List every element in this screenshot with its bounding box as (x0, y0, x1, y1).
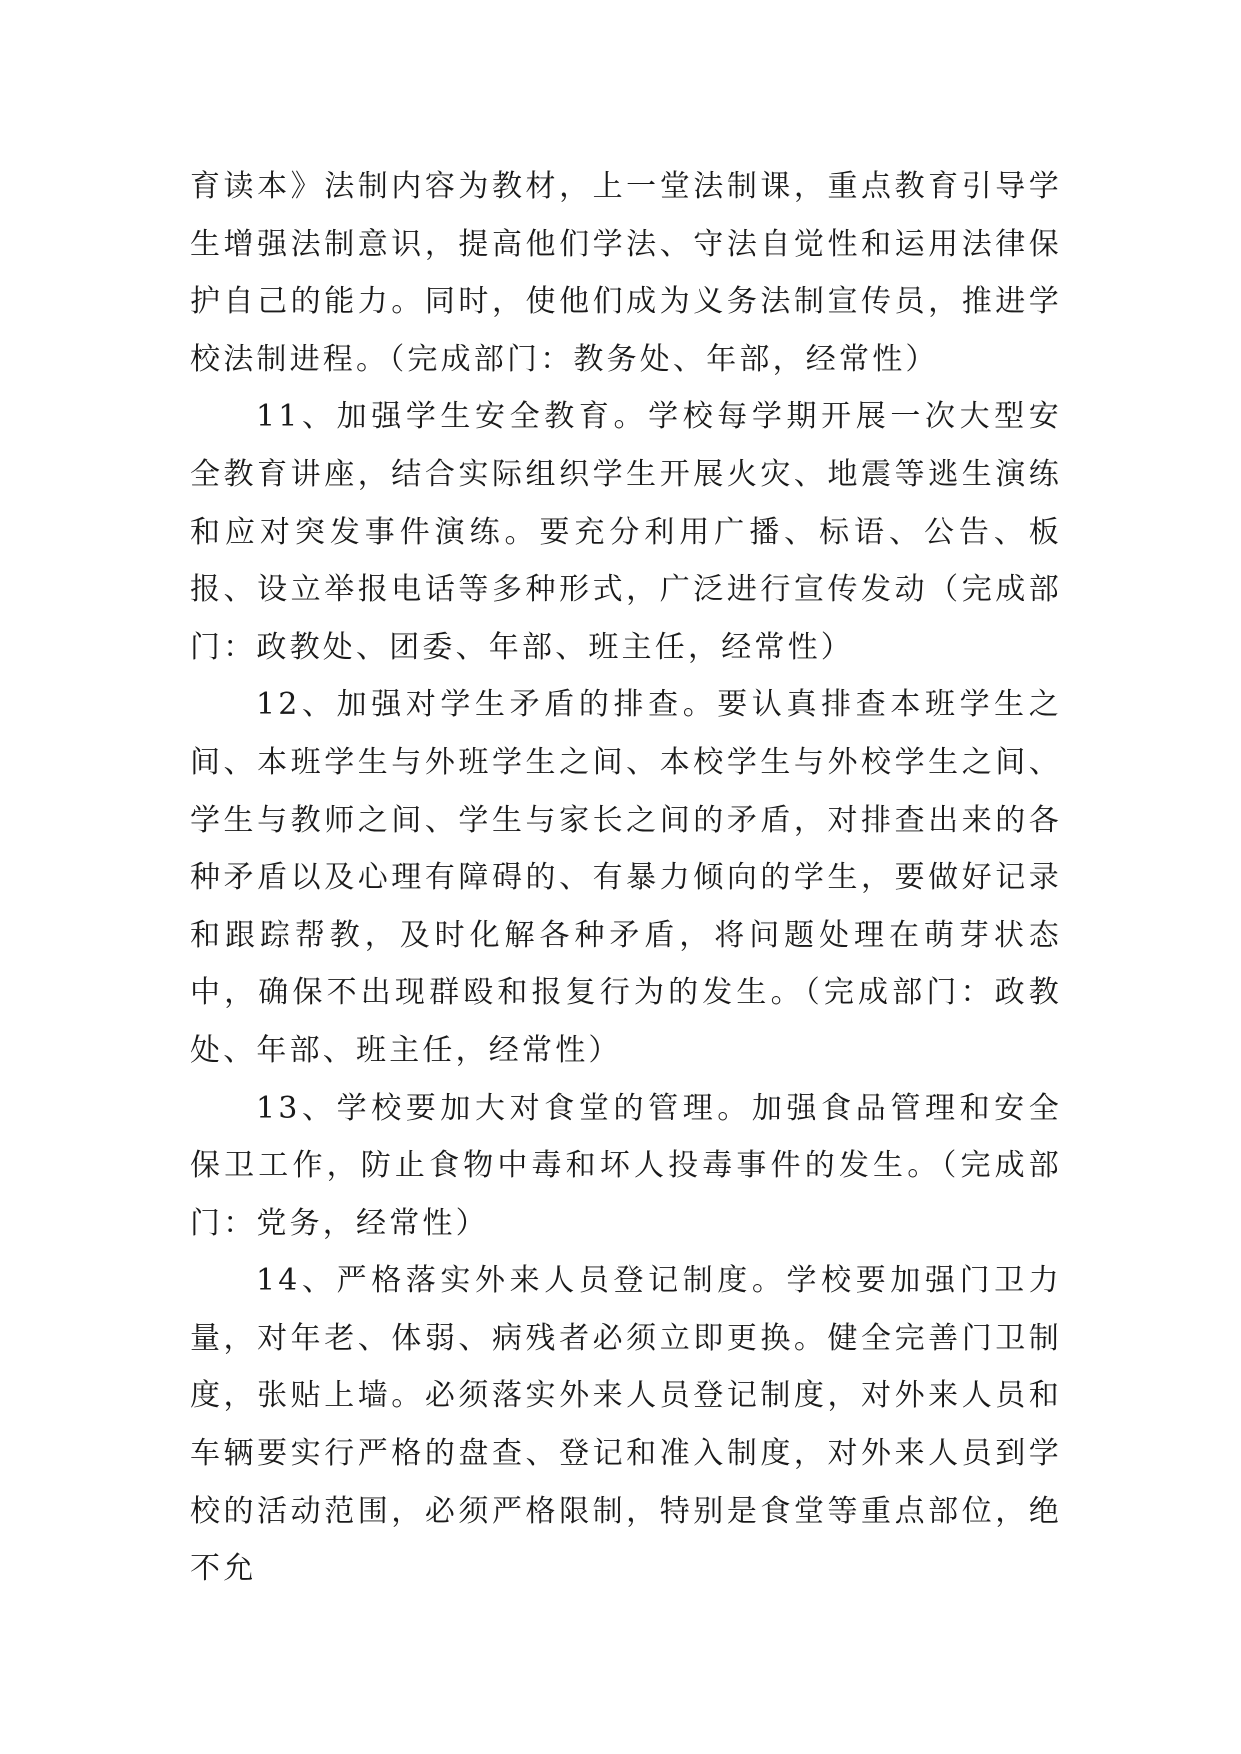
paragraph-item-12: 12、加强对学生矛盾的排查。要认真排查本班学生之间、本班学生与外班学生之间、本校学生与外校学生之间、学生与教师之间、学生与家长之间的矛盾，对排查出来的各种矛盾以及心理有障碍的、有暴力倾向的学生，要做好记录和跟踪帮教，及时化解各种矛盾，将问题处理在萌芽状态中，确保不出现群殴和报复行为的发生。（完成部门：政教处、年部、班主任，经常性） (190, 687, 1062, 1068)
paragraph-item-11: 11、加强学生安全教育。学校每学期开展一次大型安全教育讲座，结合实际组织学生开展火灾、地震等逃生演练和应对突发事件演练。要充分利用广播、标语、公告、板报、设立举报电话等多种形式，广泛进行宣传发动（完成部门：政教处、团委、年部、班主任，经常性） (190, 399, 1062, 665)
paragraph-continuation: 育读本》法制内容为教材，上一堂法制课，重点教育引导学生增强法制意识，提高他们学法、守法自觉性和运用法律保护自己的能力。同时，使他们成为义务法制宣传员，推进学校法制进程。（完成部门：教务处、年部，经常性） (190, 169, 1062, 377)
document-body (190, 158, 1062, 1598)
paragraph-item-13: 13、学校要加大对食堂的管理。加强食品管理和安全保卫工作，防止食物中毒和坏人投毒事件的发生。（完成部门：党务，经常性） (190, 1090, 1062, 1241)
paragraph-item-14: 14、严格落实外来人员登记制度。学校要加强门卫力量，对年老、体弱、病残者必须立即更换。健全完善门卫制度，张贴上墙。必须落实外来人员登记制度，对外来人员和车辆要实行严格的盘查、登记和准入制度，对外来人员到学校的活动范围，必须严格限制，特别是食堂等重点部位，绝不允 (190, 1263, 1062, 1587)
